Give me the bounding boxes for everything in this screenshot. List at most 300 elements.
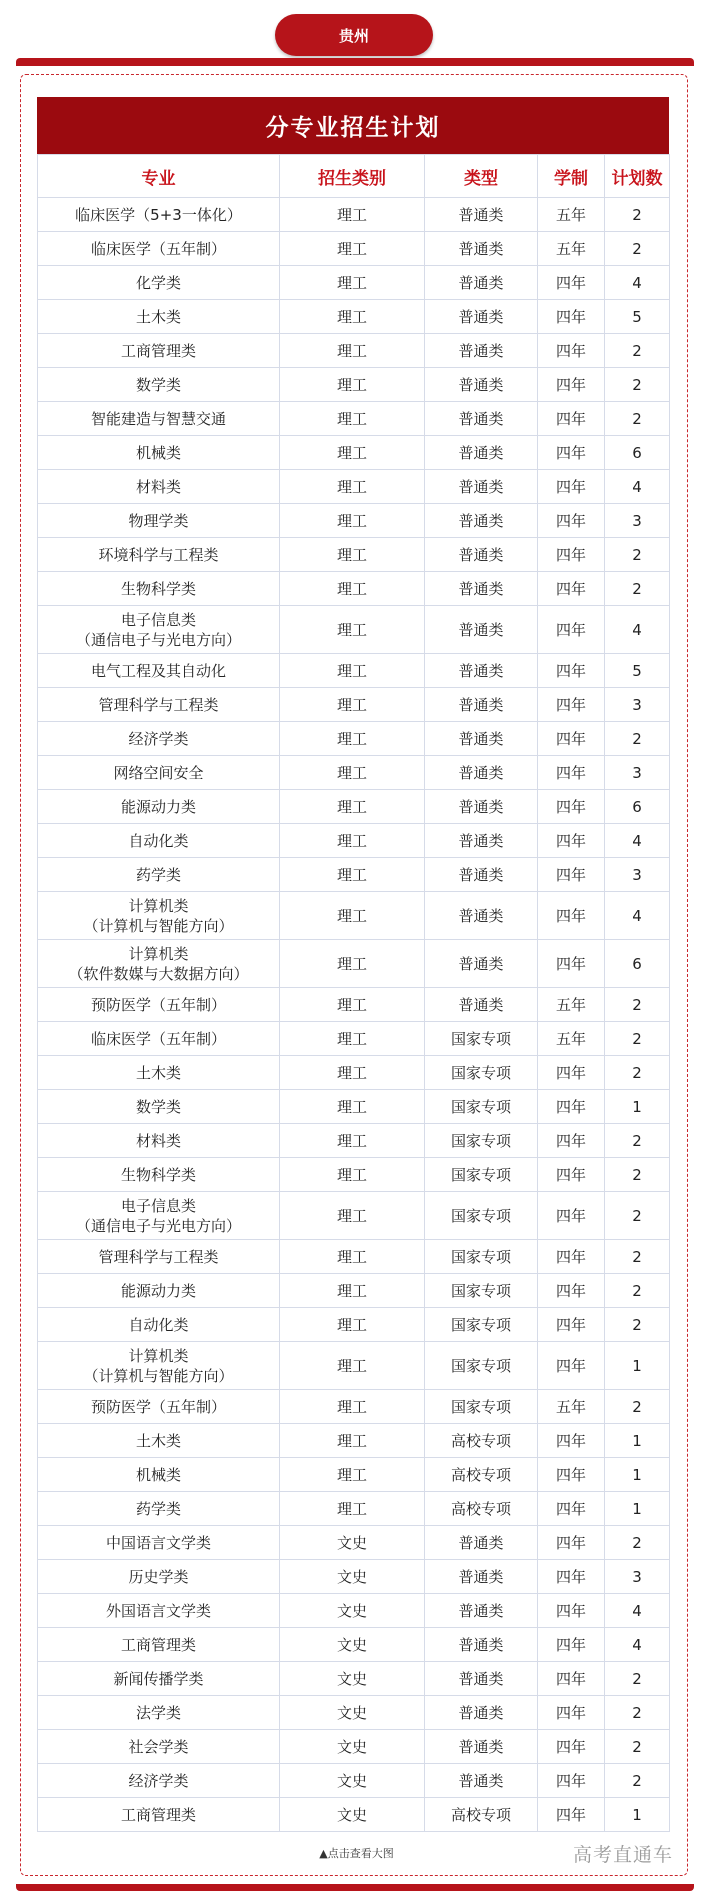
table-row	[38, 198, 670, 232]
cell-count: 2	[605, 1526, 670, 1560]
cell-major	[38, 1764, 280, 1798]
cell-major	[38, 402, 280, 436]
cell-type: 高校专项	[425, 1424, 538, 1458]
cell-years: 四年	[538, 654, 605, 688]
cell-category: 理工	[280, 1458, 425, 1492]
column-header-category: 招生类别	[280, 155, 425, 198]
cell-type: 普通类	[425, 858, 538, 892]
cell-category: 理工	[280, 1342, 425, 1390]
major-name: 机械类	[135, 443, 181, 462]
table-row	[38, 1662, 670, 1696]
cell-type: 普通类	[425, 1696, 538, 1730]
cell-count: 6	[605, 436, 670, 470]
cell-count: 4	[605, 892, 670, 940]
column-header-type: 类型	[425, 155, 538, 198]
major-name: 临床医学（五年制）	[90, 1029, 226, 1048]
cell-major	[38, 300, 280, 334]
cell-major	[38, 1158, 280, 1192]
cell-major	[38, 504, 280, 538]
major-name: 材料类	[135, 1131, 181, 1150]
cell-count: 2	[605, 1240, 670, 1274]
table-row	[38, 606, 670, 654]
cell-major	[38, 1424, 280, 1458]
cell-years: 四年	[538, 1192, 605, 1240]
cell-category: 理工	[280, 1492, 425, 1526]
major-name: 智能建造与智慧交通	[90, 409, 226, 428]
major-name: 土木类	[135, 1063, 181, 1082]
cell-count: 1	[605, 1424, 670, 1458]
cell-type: 高校专项	[425, 1798, 538, 1832]
table-row	[38, 1342, 670, 1390]
major-name: 药学类	[135, 1499, 181, 1518]
cell-type: 普通类	[425, 756, 538, 790]
major-name: 临床医学（5+3一体化）	[75, 205, 242, 224]
cell-major	[38, 368, 280, 402]
region-label: 贵州	[338, 26, 369, 45]
cell-category: 理工	[280, 892, 425, 940]
cell-count: 3	[605, 504, 670, 538]
cell-major	[38, 1342, 280, 1390]
cell-count: 3	[605, 688, 670, 722]
cell-years: 五年	[538, 232, 605, 266]
cell-category: 理工	[280, 1124, 425, 1158]
cell-years: 四年	[538, 1594, 605, 1628]
cell-years: 四年	[538, 1560, 605, 1594]
cell-type: 普通类	[425, 1560, 538, 1594]
major-direction: （计算机与智能方向）	[83, 1366, 234, 1385]
column-header-years: 学制	[538, 155, 605, 198]
cell-major	[38, 892, 280, 940]
cell-category: 理工	[280, 1158, 425, 1192]
cell-category: 理工	[280, 300, 425, 334]
table-row	[38, 266, 670, 300]
cell-major	[38, 1798, 280, 1832]
cell-major	[38, 470, 280, 504]
major-name: 法学类	[135, 1703, 181, 1722]
cell-category: 理工	[280, 858, 425, 892]
cell-years: 四年	[538, 1342, 605, 1390]
cell-years: 四年	[538, 1240, 605, 1274]
cell-count: 2	[605, 1056, 670, 1090]
cell-years: 四年	[538, 334, 605, 368]
cell-count: 4	[605, 1628, 670, 1662]
table-row	[38, 368, 670, 402]
cell-years: 四年	[538, 1730, 605, 1764]
major-name: 预防医学（五年制）	[90, 995, 226, 1014]
cell-major	[38, 1594, 280, 1628]
cell-type: 国家专项	[425, 1124, 538, 1158]
cell-category: 理工	[280, 1240, 425, 1274]
major-name: 计算机类	[128, 896, 189, 915]
table-row	[38, 334, 670, 368]
cell-major	[38, 1526, 280, 1560]
cell-count: 2	[605, 368, 670, 402]
cell-years: 四年	[538, 300, 605, 334]
cell-years: 四年	[538, 1628, 605, 1662]
cell-count: 2	[605, 198, 670, 232]
cell-count: 2	[605, 334, 670, 368]
cell-category: 理工	[280, 538, 425, 572]
cell-category: 理工	[280, 1274, 425, 1308]
cell-type: 普通类	[425, 436, 538, 470]
major-name: 环境科学与工程类	[98, 545, 219, 564]
cell-count: 1	[605, 1458, 670, 1492]
table-row	[38, 940, 670, 988]
cell-years: 四年	[538, 606, 605, 654]
cell-type: 普通类	[425, 266, 538, 300]
cell-category: 理工	[280, 824, 425, 858]
cell-years: 四年	[538, 1124, 605, 1158]
cell-type: 高校专项	[425, 1458, 538, 1492]
major-name: 历史学类	[128, 1567, 189, 1586]
cell-major	[38, 756, 280, 790]
cell-type: 国家专项	[425, 1390, 538, 1424]
cell-count: 2	[605, 988, 670, 1022]
cell-category: 文史	[280, 1594, 425, 1628]
cell-years: 四年	[538, 504, 605, 538]
major-direction: （软件数媒与大数据方向）	[68, 964, 249, 983]
cell-years: 五年	[538, 1390, 605, 1424]
cell-major	[38, 1492, 280, 1526]
cell-major	[38, 334, 280, 368]
cell-category: 理工	[280, 722, 425, 756]
cell-type: 普通类	[425, 824, 538, 858]
cell-years: 四年	[538, 436, 605, 470]
cell-major	[38, 232, 280, 266]
cell-count: 2	[605, 402, 670, 436]
cell-category: 理工	[280, 334, 425, 368]
major-name: 物理学类	[128, 511, 189, 530]
cell-category: 理工	[280, 756, 425, 790]
major-name: 社会学类	[128, 1737, 189, 1756]
cell-major	[38, 1308, 280, 1342]
cell-type: 普通类	[425, 1526, 538, 1560]
cell-count: 2	[605, 1022, 670, 1056]
table-row	[38, 1424, 670, 1458]
cell-years: 四年	[538, 1798, 605, 1832]
table-row	[38, 504, 670, 538]
cell-type: 普通类	[425, 1628, 538, 1662]
major-name: 电气工程及其自动化	[90, 661, 226, 680]
cell-years: 四年	[538, 1424, 605, 1458]
cell-category: 文史	[280, 1696, 425, 1730]
table-row	[38, 1056, 670, 1090]
table-title: 分专业招生计划	[37, 97, 669, 154]
table-row	[38, 1594, 670, 1628]
cell-type: 普通类	[425, 892, 538, 940]
cell-major	[38, 266, 280, 300]
major-name: 中国语言文学类	[105, 1533, 211, 1552]
cell-count: 2	[605, 1192, 670, 1240]
cell-count: 2	[605, 1730, 670, 1764]
cell-years: 四年	[538, 858, 605, 892]
cell-type: 国家专项	[425, 1342, 538, 1390]
cell-count: 5	[605, 300, 670, 334]
cell-years: 四年	[538, 1526, 605, 1560]
cell-count: 2	[605, 1764, 670, 1798]
cell-type: 普通类	[425, 198, 538, 232]
cell-count: 2	[605, 722, 670, 756]
cell-count: 3	[605, 858, 670, 892]
cell-major	[38, 988, 280, 1022]
table-row	[38, 1492, 670, 1526]
table-row	[38, 1124, 670, 1158]
table-row	[38, 988, 670, 1022]
cell-type: 普通类	[425, 1594, 538, 1628]
table-row	[38, 892, 670, 940]
major-name: 工商管理类	[120, 1635, 196, 1654]
cell-major	[38, 1090, 280, 1124]
table-header-row	[38, 155, 670, 198]
cell-type: 普通类	[425, 1764, 538, 1798]
table-row	[38, 300, 670, 334]
cell-years: 四年	[538, 1458, 605, 1492]
cell-major	[38, 688, 280, 722]
cell-category: 理工	[280, 940, 425, 988]
cell-type: 普通类	[425, 504, 538, 538]
major-name: 自动化类	[128, 1315, 189, 1334]
cell-count: 2	[605, 1662, 670, 1696]
cell-category: 理工	[280, 402, 425, 436]
table-row	[38, 1458, 670, 1492]
table-row	[38, 1526, 670, 1560]
cell-category: 理工	[280, 1022, 425, 1056]
cell-category: 理工	[280, 790, 425, 824]
cell-years: 五年	[538, 988, 605, 1022]
cell-type: 普通类	[425, 232, 538, 266]
bottom-red-bar	[16, 1884, 694, 1891]
cell-type: 普通类	[425, 334, 538, 368]
major-name: 计算机类	[128, 944, 189, 963]
cell-years: 四年	[538, 1696, 605, 1730]
cell-major	[38, 1124, 280, 1158]
cell-years: 四年	[538, 1492, 605, 1526]
cell-major	[38, 572, 280, 606]
cell-count: 1	[605, 1798, 670, 1832]
cell-category: 文史	[280, 1560, 425, 1594]
cell-type: 国家专项	[425, 1158, 538, 1192]
cell-type: 普通类	[425, 368, 538, 402]
cell-category: 文史	[280, 1798, 425, 1832]
major-name: 经济学类	[128, 729, 189, 748]
enrollment-table	[37, 154, 670, 1832]
table-row	[38, 1192, 670, 1240]
cell-years: 四年	[538, 1056, 605, 1090]
cell-type: 普通类	[425, 470, 538, 504]
cell-count: 2	[605, 1696, 670, 1730]
cell-count: 4	[605, 266, 670, 300]
major-name: 工商管理类	[120, 1805, 196, 1824]
cell-category: 理工	[280, 1390, 425, 1424]
table-row	[38, 436, 670, 470]
table-row	[38, 722, 670, 756]
cell-major	[38, 1056, 280, 1090]
major-name: 土木类	[135, 307, 181, 326]
cell-category: 文史	[280, 1764, 425, 1798]
cell-count: 4	[605, 606, 670, 654]
cell-category: 理工	[280, 688, 425, 722]
table-row	[38, 1628, 670, 1662]
table-row	[38, 538, 670, 572]
table-row	[38, 1560, 670, 1594]
column-header-major: 专业	[38, 155, 280, 198]
table-row	[38, 1798, 670, 1832]
cell-count: 4	[605, 1594, 670, 1628]
major-name: 药学类	[135, 865, 181, 884]
cell-count: 1	[605, 1342, 670, 1390]
cell-count: 3	[605, 756, 670, 790]
major-name: 计算机类	[128, 1346, 189, 1365]
cell-count: 2	[605, 1158, 670, 1192]
cell-years: 四年	[538, 1662, 605, 1696]
cell-type: 国家专项	[425, 1240, 538, 1274]
cell-years: 四年	[538, 722, 605, 756]
cell-major	[38, 1696, 280, 1730]
cell-category: 理工	[280, 654, 425, 688]
cell-major	[38, 1458, 280, 1492]
major-direction: （通信电子与光电方向）	[75, 630, 241, 649]
table-row	[38, 824, 670, 858]
cell-category: 文史	[280, 1628, 425, 1662]
cell-major	[38, 654, 280, 688]
major-name: 能源动力类	[120, 797, 196, 816]
cell-category: 理工	[280, 436, 425, 470]
table-row	[38, 858, 670, 892]
table-row	[38, 688, 670, 722]
cell-type: 国家专项	[425, 1192, 538, 1240]
table-row	[38, 232, 670, 266]
table-row	[38, 402, 670, 436]
table-row	[38, 1730, 670, 1764]
cell-type: 普通类	[425, 654, 538, 688]
cell-count: 3	[605, 1560, 670, 1594]
major-name: 电子信息类	[120, 1196, 196, 1215]
cell-major	[38, 1628, 280, 1662]
table-row	[38, 1240, 670, 1274]
cell-category: 文史	[280, 1526, 425, 1560]
cell-years: 四年	[538, 266, 605, 300]
cell-years: 四年	[538, 470, 605, 504]
cell-major	[38, 198, 280, 232]
cell-major	[38, 1390, 280, 1424]
major-name: 机械类	[135, 1465, 181, 1484]
cell-years: 四年	[538, 790, 605, 824]
major-direction: （计算机与智能方向）	[83, 916, 234, 935]
major-name: 预防医学（五年制）	[90, 1397, 226, 1416]
cell-years: 四年	[538, 1090, 605, 1124]
cell-count: 2	[605, 1124, 670, 1158]
cell-count: 2	[605, 1274, 670, 1308]
major-name: 经济学类	[128, 1771, 189, 1790]
cell-years: 四年	[538, 756, 605, 790]
view-large-link[interactable]: ▲点击查看大图	[319, 1847, 394, 1860]
major-name: 生物科学类	[120, 1165, 196, 1184]
cell-count: 1	[605, 1492, 670, 1526]
table-row	[38, 1274, 670, 1308]
cell-count: 6	[605, 790, 670, 824]
major-name: 管理科学与工程类	[98, 1247, 219, 1266]
cell-major	[38, 1274, 280, 1308]
cell-category: 理工	[280, 1192, 425, 1240]
cell-category: 理工	[280, 266, 425, 300]
major-name: 能源动力类	[120, 1281, 196, 1300]
cell-major	[38, 824, 280, 858]
major-name: 生物科学类	[120, 579, 196, 598]
cell-major	[38, 940, 280, 988]
cell-type: 高校专项	[425, 1492, 538, 1526]
table-row	[38, 1308, 670, 1342]
cell-years: 四年	[538, 1274, 605, 1308]
cell-category: 理工	[280, 1308, 425, 1342]
cell-count: 1	[605, 1090, 670, 1124]
cell-major	[38, 1192, 280, 1240]
cell-type: 普通类	[425, 688, 538, 722]
cell-years: 四年	[538, 940, 605, 988]
table-row	[38, 470, 670, 504]
cell-type: 普通类	[425, 402, 538, 436]
cell-major	[38, 1240, 280, 1274]
cell-category: 理工	[280, 1056, 425, 1090]
cell-years: 四年	[538, 538, 605, 572]
major-name: 外国语言文学类	[105, 1601, 211, 1620]
cell-count: 2	[605, 1308, 670, 1342]
cell-years: 四年	[538, 824, 605, 858]
cell-type: 普通类	[425, 790, 538, 824]
table-row	[38, 1390, 670, 1424]
cell-major	[38, 538, 280, 572]
cell-major	[38, 1022, 280, 1056]
cell-category: 理工	[280, 1090, 425, 1124]
table-row	[38, 1764, 670, 1798]
major-name: 工商管理类	[120, 341, 196, 360]
cell-category: 理工	[280, 504, 425, 538]
table-row	[38, 1090, 670, 1124]
cell-count: 2	[605, 538, 670, 572]
table-row	[38, 1022, 670, 1056]
region-tab[interactable]	[275, 14, 433, 56]
cell-years: 四年	[538, 368, 605, 402]
major-name: 材料类	[135, 477, 181, 496]
cell-years: 四年	[538, 688, 605, 722]
cell-category: 理工	[280, 1424, 425, 1458]
cell-type: 普通类	[425, 1730, 538, 1764]
major-direction: （通信电子与光电方向）	[75, 1216, 241, 1235]
cell-count: 2	[605, 1390, 670, 1424]
cell-major	[38, 1560, 280, 1594]
cell-type: 普通类	[425, 988, 538, 1022]
cell-type: 国家专项	[425, 1090, 538, 1124]
cell-count: 4	[605, 470, 670, 504]
cell-major	[38, 858, 280, 892]
cell-years: 四年	[538, 402, 605, 436]
cell-type: 普通类	[425, 300, 538, 334]
cell-category: 理工	[280, 606, 425, 654]
major-name: 数学类	[135, 375, 181, 394]
table-row	[38, 790, 670, 824]
cell-count: 5	[605, 654, 670, 688]
major-name: 数学类	[135, 1097, 181, 1116]
cell-category: 文史	[280, 1730, 425, 1764]
table-row	[38, 1696, 670, 1730]
major-name: 自动化类	[128, 831, 189, 850]
cell-type: 国家专项	[425, 1056, 538, 1090]
enrollment-table-card	[37, 97, 669, 1832]
cell-major	[38, 790, 280, 824]
cell-years: 五年	[538, 1022, 605, 1056]
cell-category: 理工	[280, 368, 425, 402]
cell-category: 理工	[280, 470, 425, 504]
table-row	[38, 572, 670, 606]
